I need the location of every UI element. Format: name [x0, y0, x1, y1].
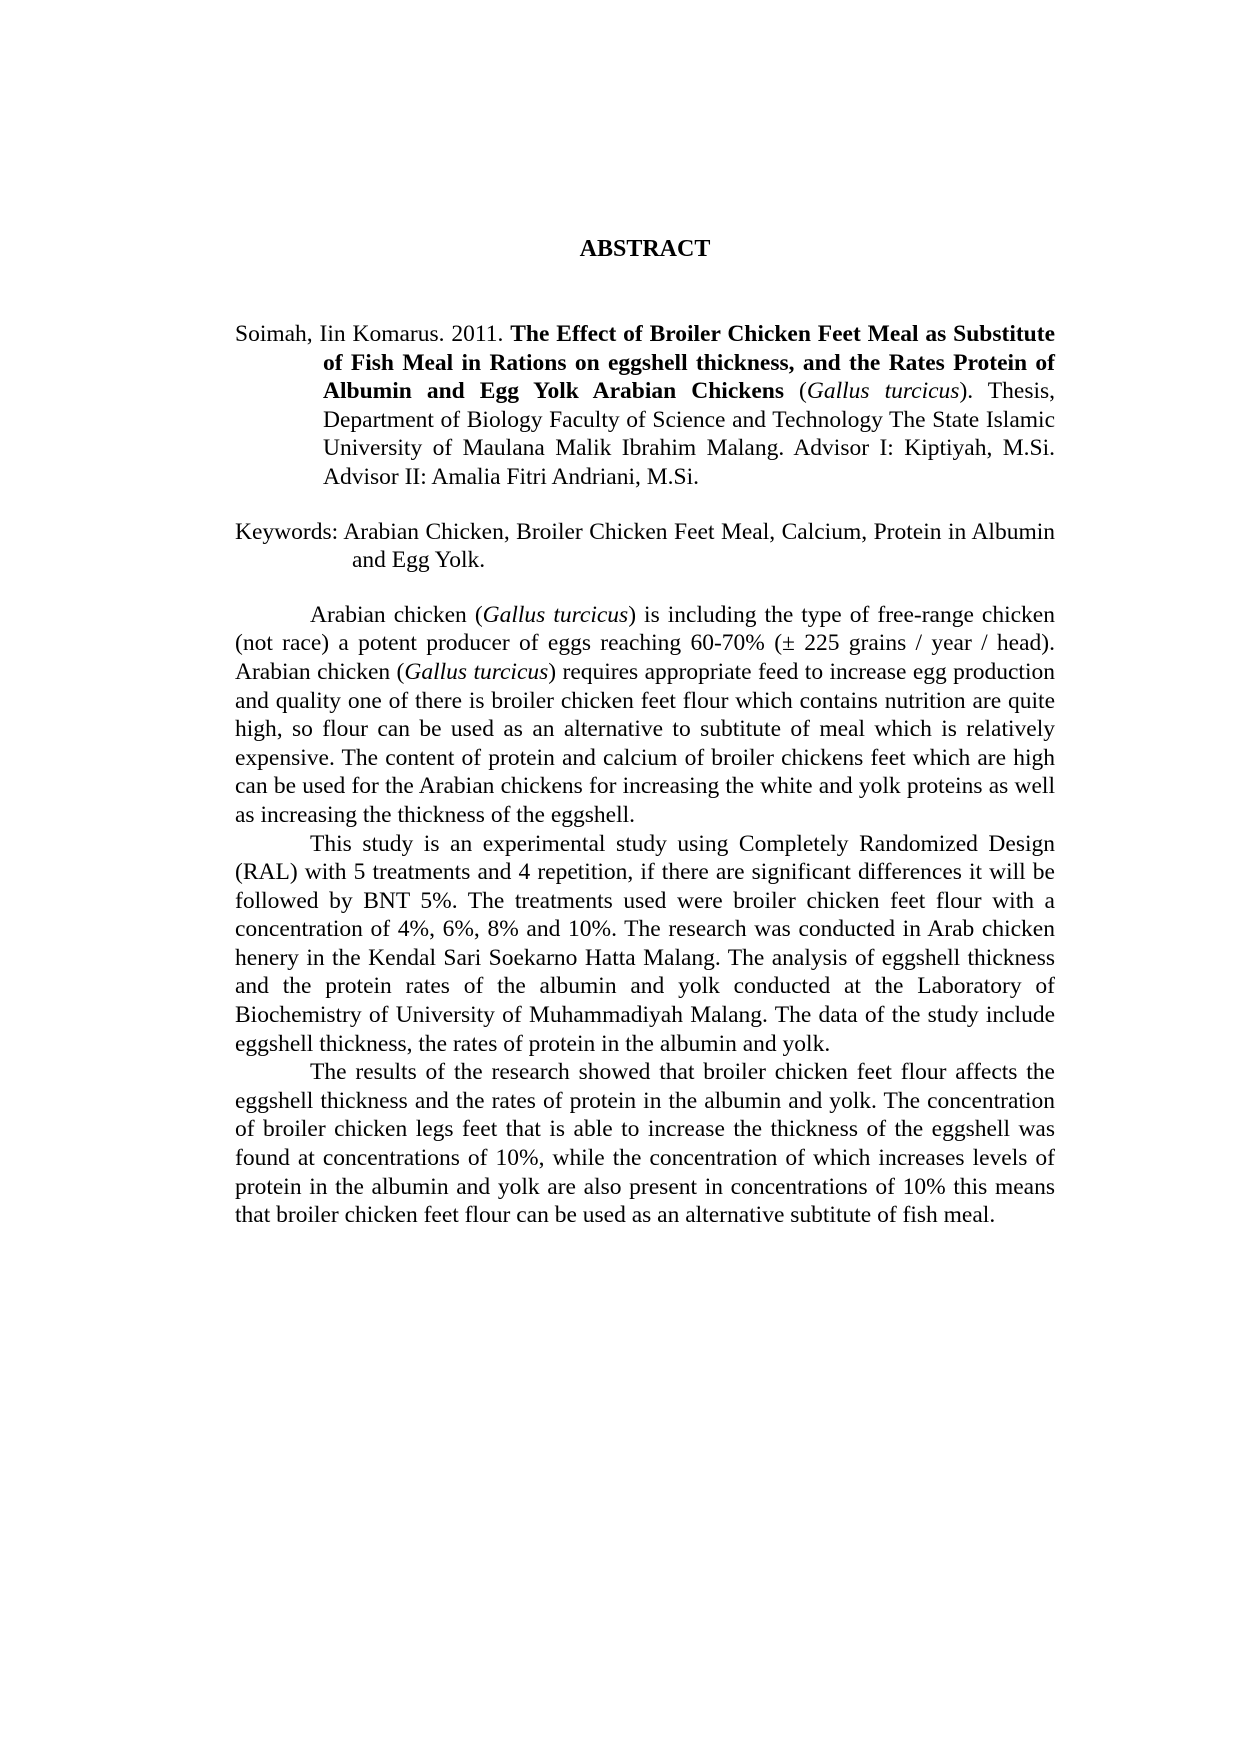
species-name: Gallus turcicus [482, 601, 629, 628]
paragraph-methods: This study is an experimental study using Completely Randomized Design (RAL) with 5 treatments and 4 repetition, if there are significant differences it will be followed by BNT 5%. The treatments used were broiler chicken feet flour with a concentration of 4%, 6%, 8% and 10%. The research was conducted in Arab chicken henery in the Kendal Sari Soekarno Hatta Malang. The analysis of eggshell thickness and the protein rates of the albumin and yolk conducted at the Laboratory of Biochemistry of University of Muhammadiyah Malang. The data of the study include eggshell thickness, the rates of protein in the albumin and yolk. [235, 830, 1055, 1057]
citation-details: ). Thesis, Department of Biology Faculty of Science and Technology The State Islamic University of Maulana Malik Ibrahim Malang. Advisor I: Kiptiyah, M.Si. Advisor II: Amalia Fitri Andriani, M.Si. [323, 378, 1056, 490]
keywords [235, 518, 1055, 575]
paragraph-introduction-part1: Arabian chicken ( [310, 601, 483, 628]
paragraph-introduction [235, 601, 1055, 830]
citation [235, 320, 1055, 492]
citation-year: 2011. [451, 321, 504, 347]
paragraph-results: The results of the research showed that broiler chicken feet flour affects the eggshell thickness and the rates of protein in the albumin and yolk. The concentration of broiler chicken legs feet that is able to increase the thickness of the eggshell was found at concentrations of 10%, while the concentration of which increases levels of protein in the albumin and yolk are also present in concentrations of 10% this means that broiler chicken feet flour can be used as an alternative subtitute of fish meal. [235, 1059, 1055, 1229]
paragraph-introduction-part2: ) is including the type of free-range chicken (not race) a potent producer of eggs reaching 60-70% (± 225 grains / year / head). Arabian chicken ( [235, 601, 1055, 685]
abstract-body [235, 320, 1055, 1230]
paragraph-introduction-part3: ) requires appropriate feed to increase egg production and quality one of there is broiler chicken feet flour which contains nutrition are quite high, so flour can be used as an alternative to subtitute of meal which is relatively expensive. The content of protein and calcium of broiler chickens feet which are high can be used for the Arabian chickens for increasing the white and yolk proteins as well as increasing the thickness of the eggshell. [235, 658, 1055, 828]
keywords-label: Keywords: [235, 518, 339, 545]
page-title: ABSTRACT [579, 236, 711, 262]
citation-author: Soimah, Iin Komarus. [235, 321, 445, 347]
citation-species: Gallus turcicus [806, 378, 960, 405]
citation-title: The Effect of Broiler Chicken Feet Meal as Substitute of Fish Meal in Rations on eggshell thickness, and the Rates Protein of Albumin and Egg Yolk Arabian Chickens [323, 321, 1055, 405]
species-name: Gallus turcicus [404, 658, 549, 685]
citation-open-paren: ( [783, 378, 807, 405]
keywords-text: Arabian Chicken, Broiler Chicken Feet Meal, Calcium, Protein in Albumin and Egg Yolk. [343, 518, 1055, 574]
